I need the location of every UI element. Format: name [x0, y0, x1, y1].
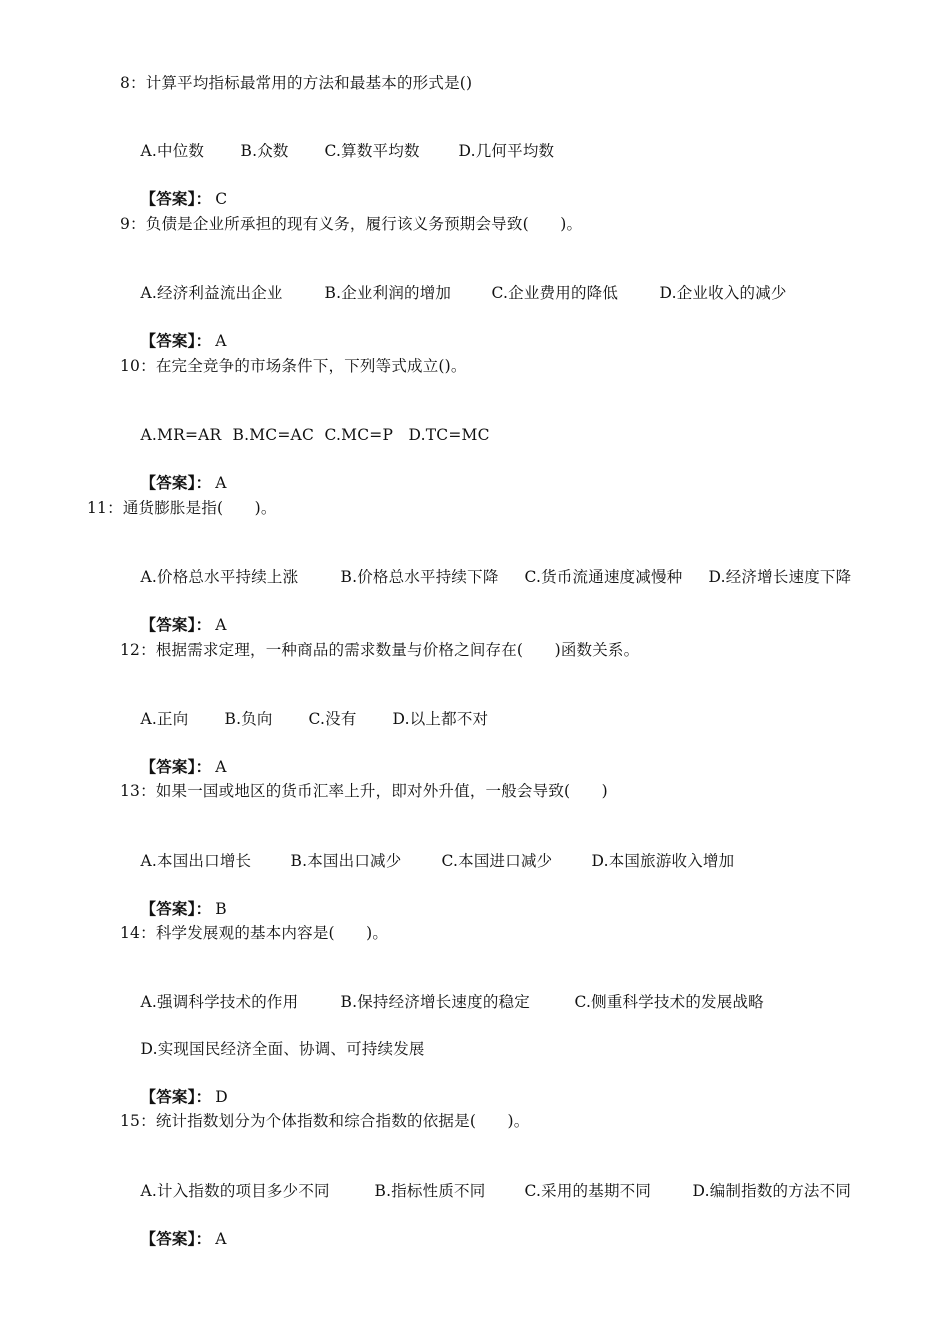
- question-15-text: 15：统计指数划分为个体指数和综合指数的依据是( )。: [120, 1112, 530, 1130]
- option-b: B.价格总水平持续下降: [340, 568, 499, 586]
- option-d: D.TC=MC: [408, 426, 490, 444]
- option-a: A.经济利益流出企业: [140, 284, 283, 302]
- option-c: C.企业费用的降低: [491, 284, 619, 302]
- option-a: A.价格总水平持续上涨: [140, 568, 299, 586]
- question-15-options: [120, 1158, 851, 1224]
- answer-value: B: [215, 900, 227, 918]
- option-c: C.算数平均数: [324, 142, 420, 160]
- option-a: A.强调科学技术的作用: [140, 993, 299, 1011]
- answer-value: A: [215, 1230, 227, 1248]
- option-b: B.企业利润的增加: [324, 284, 452, 302]
- option-d: D.编制指数的方法不同: [692, 1182, 852, 1200]
- option-c: C.货币流通速度减慢种: [524, 568, 683, 586]
- option-c: C.侧重科学技术的发展战略: [574, 993, 764, 1011]
- option-c: C.没有: [308, 710, 357, 728]
- question-11-options: [120, 544, 851, 610]
- option-d: D.经济增长速度下降: [708, 568, 852, 586]
- option-d: D.本国旅游收入增加: [591, 852, 735, 870]
- option-b: B.MC=AC: [232, 426, 315, 444]
- option-b: B.负向: [224, 710, 273, 728]
- option-c: C.本国进口减少: [441, 852, 553, 870]
- answer-label: 【答案】：: [140, 189, 212, 208]
- answer-value: A: [215, 758, 227, 776]
- question-10-text: 10：在完全竞争的市场条件下，下列等式成立()。: [120, 357, 467, 375]
- option-a: A.MR=AR: [140, 426, 222, 444]
- answer-value: D: [215, 1088, 228, 1106]
- answer-value: C: [215, 190, 228, 208]
- answer-label: 【答案】：: [140, 331, 212, 350]
- option-b: B.保持经济增长速度的稳定: [340, 993, 530, 1011]
- option-a: A.正向: [140, 710, 189, 728]
- question-9-text: 9：负债是企业所承担的现有义务，履行该义务预期会导致( )。: [120, 215, 583, 233]
- option-d: D.几何平均数: [458, 142, 555, 160]
- answer-label: 【答案】：: [140, 757, 212, 776]
- option-b: B.众数: [240, 142, 289, 160]
- option-d: D.企业收入的减少: [659, 284, 787, 302]
- option-d: D.以上都不对: [392, 710, 489, 728]
- answer-value: A: [215, 332, 227, 350]
- answer-label: 【答案】：: [140, 1229, 212, 1248]
- question-15-answer: [120, 1206, 227, 1272]
- question-11-text: 11：通货膨胀是指( )。: [87, 499, 277, 517]
- option-a: A.计入指数的项目多少不同: [140, 1182, 330, 1200]
- answer-value: A: [215, 616, 227, 634]
- answer-label: 【答案】：: [140, 899, 212, 918]
- question-13-text: 13：如果一国或地区的货币汇率上升，即对外升值，一般会导致( ): [120, 782, 608, 800]
- answer-label: 【答案】：: [140, 1087, 212, 1106]
- question-8-text: 8：计算平均指标最常用的方法和最基本的形式是(): [120, 74, 473, 92]
- question-12-text: 12：根据需求定理，一种商品的需求数量与价格之间存在( )函数关系。: [120, 641, 640, 659]
- option-a: A.中位数: [140, 142, 205, 160]
- answer-label: 【答案】：: [140, 473, 212, 492]
- option-b: B.指标性质不同: [374, 1182, 486, 1200]
- option-a: A.本国出口增长: [140, 852, 252, 870]
- option-d: D.实现国民经济全面、协调、可持续发展: [140, 1040, 425, 1058]
- answer-value: A: [215, 474, 227, 492]
- option-c: C.采用的基期不同: [524, 1182, 652, 1200]
- option-b: B.本国出口减少: [290, 852, 402, 870]
- answer-label: 【答案】：: [140, 615, 212, 634]
- option-c: C.MC=P: [324, 426, 394, 444]
- question-14-text: 14：科学发展观的基本内容是( )。: [120, 924, 389, 942]
